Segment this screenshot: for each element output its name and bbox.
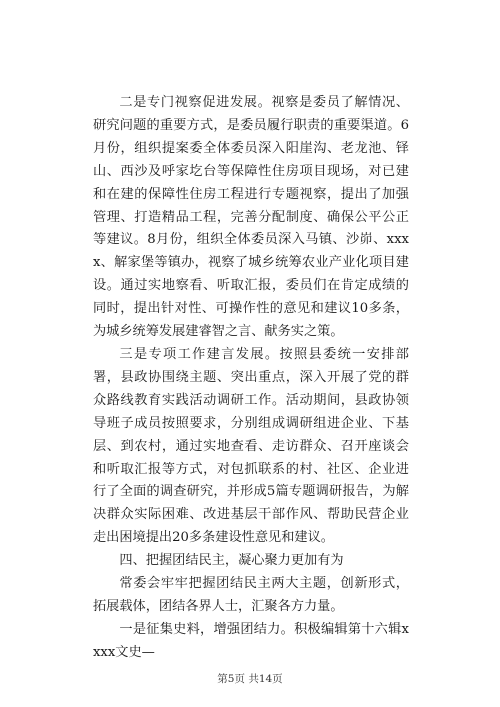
paragraph-inspection: 二是专门视察促进发展。视察是委员了解情况、研究问题的重要方式，是委员履行职责的重要渠道。6月份，组织提案委全体委员深入阳崖沟、老龙池、铎山、西沙及呼家圪台等保障性住房项目现场，对已建和在建的保障性住房工程进行专题视察，提出了加强管理、打造精品工程，完善分配制度、确保公平公正等建议。8月份，组织全体委员深入马镇、沙峁、xxxx、解家堡等镇办，视察了城乡统筹农业产业化项目建设。通过实地察看、听取汇报，委员们在肯定成绩的同时，提出针对性、可操作性的意见和建议10多条，为城乡统筹发展建睿智之言、献务实之策。 bbox=[93, 95, 409, 340]
paragraph-unity-intro: 常委会牢牢把握团结民主两大主题，创新形式，拓展载体，团结各界人士，汇聚各方力量。 bbox=[93, 576, 409, 614]
document-body bbox=[93, 92, 409, 665]
paragraph-history-collection: 一是征集史料，增强团结力。积极编辑第十六辑xxxx文史— bbox=[93, 621, 409, 660]
paragraph-special-work: 三是专项工作建言发展。按照县委统一安排部署，县政协围绕主题、突出重点，深入开展了党的群众路线教育实践活动调研工作。活动期间，县政协领导班子成员按照要求，分别组成调研组进企业、下基层、到农村，通过实地查看、走访群众、召开座谈会和听取汇报等方式，对包抓联系的村、社区、企业进行了全面的调查研究，并形成5篇专题调研报告，为解决群众实际困难、改进基层干部作风、帮助民营企业走出困境提出20多条建设性意见和建议。 bbox=[93, 346, 409, 546]
section-heading-four: 四、把握团结民主，凝心聚力更加有为 bbox=[119, 553, 344, 569]
page-footer: 第5页 共14页 bbox=[217, 673, 283, 685]
